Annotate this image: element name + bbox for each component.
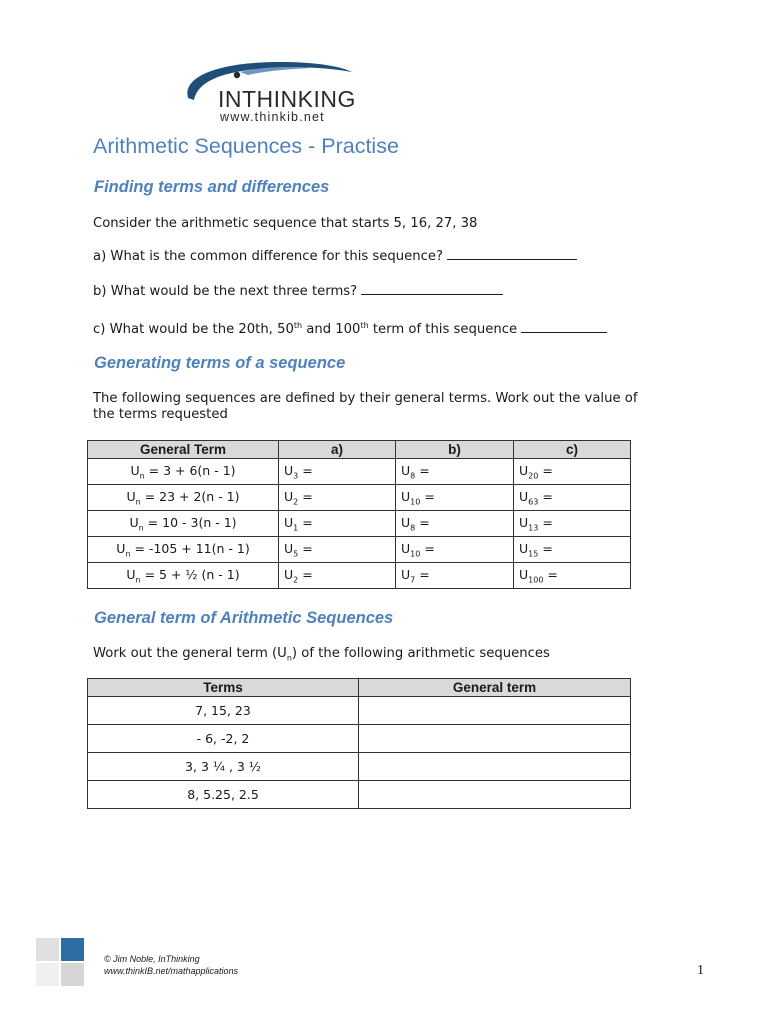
question-c-text: c) What would be the 20th, 50: [93, 322, 294, 337]
cell-letter: U: [401, 566, 411, 582]
gt-letter: U: [126, 488, 136, 504]
answer-line-b[interactable]: [361, 284, 503, 295]
general-term-intro: [93, 645, 550, 667]
general-term-cell: [88, 563, 279, 589]
table-row: [88, 753, 631, 781]
answer-cell[interactable]: [396, 459, 514, 485]
cell-equals: =: [298, 488, 313, 504]
cell-letter: U: [519, 514, 529, 530]
general-term-answer-cell[interactable]: [359, 725, 631, 753]
answer-cell[interactable]: [514, 485, 631, 511]
subscript: 10: [410, 549, 421, 559]
answer-line-a[interactable]: [447, 249, 577, 260]
general-term-answer-cell[interactable]: [359, 781, 631, 809]
cell-equals: =: [298, 462, 313, 478]
subscript: 63: [528, 497, 539, 507]
cell-equals: =: [538, 462, 553, 478]
cell-equals: =: [298, 514, 313, 530]
cell-letter: U: [519, 462, 529, 478]
table-row: [88, 485, 631, 511]
table-row: [88, 537, 631, 563]
sequence-intro: Consider the arithmetic sequence that starts 5, 16, 27, 38: [93, 216, 478, 231]
subscript: 8: [410, 471, 416, 481]
cell-equals: =: [415, 514, 430, 530]
subscript: n: [135, 497, 141, 507]
generating-intro-line1: The following sequences are defined by their general terms. Work out the value of: [93, 391, 638, 406]
terms-cell: 7, 15, 23: [88, 697, 359, 725]
subscript: 5: [293, 549, 299, 559]
table-header-row: [88, 441, 631, 459]
cell-equals: =: [298, 540, 313, 556]
logo-wordmark: INTHINKING: [218, 86, 356, 112]
question-c-text: term of this sequence: [368, 322, 518, 337]
terms-cell: 8, 5.25, 2.5: [88, 781, 359, 809]
subscript: 100: [528, 575, 544, 585]
answer-cell[interactable]: [396, 537, 514, 563]
gt-expression: = 10 - 3(n - 1): [143, 514, 237, 530]
answer-cell[interactable]: [514, 459, 631, 485]
question-c: [93, 317, 607, 338]
question-a: [93, 248, 577, 265]
table-row: [88, 781, 631, 809]
subscript: 1: [293, 523, 299, 533]
cell-equals: =: [538, 540, 553, 556]
answer-cell[interactable]: [279, 537, 396, 563]
cell-equals: =: [420, 488, 435, 504]
section-heading-generating-terms: Generating terms of a sequence: [94, 354, 346, 372]
column-header: a): [279, 441, 396, 459]
cell-letter: U: [401, 488, 411, 504]
gt-expression: = -105 + 11(n - 1): [130, 540, 250, 556]
subscript: n: [125, 549, 131, 559]
subscript: n: [286, 653, 292, 663]
answer-cell[interactable]: [396, 485, 514, 511]
logo-url: www.thinkib.net: [220, 110, 325, 124]
subscript: 2: [293, 575, 299, 585]
page-title: Arithmetic Sequences - Practise: [93, 134, 399, 158]
general-term-answer-cell[interactable]: [359, 753, 631, 781]
cell-letter: U: [519, 566, 529, 582]
answer-cell[interactable]: [279, 485, 396, 511]
terms-cell: - 6, -2, 2: [88, 725, 359, 753]
subscript: 2: [293, 497, 299, 507]
footer-url: www.thinkIB.net/mathapplications: [104, 966, 239, 976]
answer-cell[interactable]: [396, 563, 514, 589]
superscript: th: [360, 321, 369, 330]
gt-letter: U: [116, 540, 126, 556]
answer-cell[interactable]: [279, 459, 396, 485]
subscript: 15: [528, 549, 539, 559]
table-row: [88, 697, 631, 725]
question-c-text: and 100: [302, 322, 361, 337]
general-term-cell: [88, 537, 279, 563]
superscript: th: [293, 321, 303, 330]
gt-expression: = 3 + 6(n - 1): [144, 462, 236, 478]
gt-letter: U: [126, 566, 136, 582]
subscript: n: [139, 471, 145, 481]
section-heading-general-term: General term of Arithmetic Sequences: [94, 609, 394, 627]
column-header: General Term: [88, 441, 279, 459]
intro-text: Work out the general term (U: [93, 646, 287, 661]
answer-line-c[interactable]: [521, 322, 607, 333]
subscript: 10: [410, 497, 421, 507]
cell-letter: U: [519, 488, 529, 504]
cell-equals: =: [415, 566, 430, 582]
subscript: 13: [528, 523, 539, 533]
cell-equals: =: [298, 566, 313, 582]
answer-cell[interactable]: [514, 537, 631, 563]
table-row: [88, 459, 631, 485]
answer-cell[interactable]: [514, 511, 631, 537]
generating-intro-line2: the terms requested: [93, 407, 228, 422]
cell-equals: =: [415, 462, 430, 478]
general-term-cell: [88, 485, 279, 511]
gt-expression: = 23 + 2(n - 1): [140, 488, 240, 504]
column-header: General term: [359, 679, 631, 697]
question-b: [93, 283, 503, 300]
cell-letter: U: [284, 462, 294, 478]
cell-letter: U: [519, 540, 529, 556]
cell-letter: U: [284, 488, 294, 504]
gt-letter: U: [130, 462, 140, 478]
table-header-row: [88, 679, 631, 697]
general-term-cell: [88, 459, 279, 485]
subscript: n: [138, 523, 144, 533]
intro-text: ) of the following arithmetic sequences: [291, 646, 550, 661]
cell-letter: U: [401, 514, 411, 530]
terms-cell: 3, 3 ¼ , 3 ½: [88, 753, 359, 781]
cell-equals: =: [538, 514, 553, 530]
column-header: b): [396, 441, 514, 459]
cell-letter: U: [401, 462, 411, 478]
cell-equals: =: [420, 540, 435, 556]
table-row: [88, 563, 631, 589]
general-term-answer-cell[interactable]: [359, 697, 631, 725]
gt-expression: = 5 + ½ (n - 1): [140, 566, 240, 582]
subscript: 3: [293, 471, 299, 481]
sequences-table: [87, 678, 631, 809]
column-header: c): [514, 441, 631, 459]
answer-cell[interactable]: [279, 563, 396, 589]
question-b-text: b) What would be the next three terms?: [93, 284, 358, 299]
answer-cell[interactable]: [396, 511, 514, 537]
answer-cell[interactable]: [279, 511, 396, 537]
general-term-cell: [88, 511, 279, 537]
cell-letter: U: [401, 540, 411, 556]
footer-copyright: © Jim Noble, InThinking: [104, 954, 200, 964]
subscript: n: [135, 575, 141, 585]
subscript: 20: [528, 471, 539, 481]
subscript: 8: [410, 523, 416, 533]
cell-letter: U: [284, 540, 294, 556]
answer-cell[interactable]: [514, 563, 631, 589]
footer-squares-graphic: [36, 938, 84, 986]
table-row: [88, 511, 631, 537]
question-a-text: a) What is the common difference for this sequence?: [93, 249, 443, 264]
table-row: [88, 725, 631, 753]
gt-letter: U: [129, 514, 139, 530]
subscript: 7: [410, 575, 416, 585]
page-number: 1: [697, 963, 704, 978]
cell-equals: =: [538, 488, 553, 504]
section-heading-finding-terms: Finding terms and differences: [94, 178, 330, 196]
cell-equals: =: [543, 566, 558, 582]
cell-letter: U: [284, 514, 294, 530]
cell-letter: U: [284, 566, 294, 582]
column-header: Terms: [88, 679, 359, 697]
inthinking-logo: [180, 58, 355, 128]
footer-credit: [104, 953, 238, 977]
general-term-table: [87, 440, 631, 589]
